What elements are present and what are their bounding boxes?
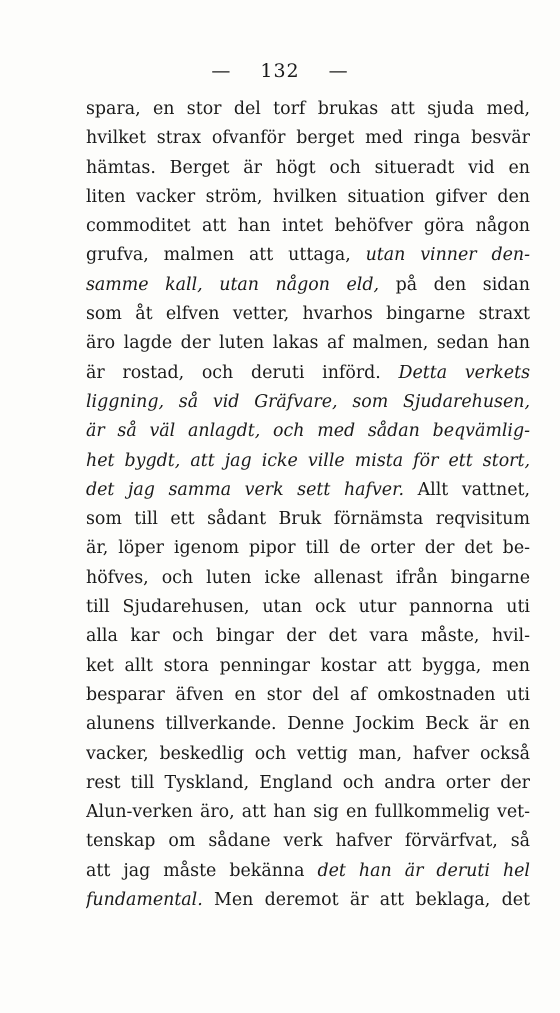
text-segment: tenskap om sådane verk hafver förvärfvat, så: [86, 831, 530, 852]
text-segment: att jag måste bekänna: [86, 860, 318, 881]
text-segment: vacker, beskedlig och vettig man, hafver också: [86, 743, 530, 764]
text-line: [86, 827, 530, 856]
header-dash-left: —: [211, 60, 232, 82]
page-header: [0, 60, 560, 82]
text-line: [86, 622, 530, 651]
header-dash-right: —: [328, 60, 349, 82]
text-line: [86, 681, 530, 710]
text-line: [86, 740, 530, 769]
text-line: [86, 359, 530, 388]
text-segment: är, löper igenom pipor till de orter der det be-: [86, 538, 530, 559]
text-line: [86, 857, 530, 886]
text-segment: Men deremot är att beklaga, det: [214, 890, 530, 911]
text-segment: Alun-verken äro, att han sig en fullkommelig vet-: [86, 802, 530, 823]
text-segment: besparar äfven en stor del af omkostnaden uti: [86, 684, 530, 705]
italic-text-segment: Detta verkets: [398, 362, 530, 383]
text-segment: Allt vattnet,: [417, 479, 530, 500]
italic-text-segment: fundamental.: [86, 890, 215, 911]
text-line: [86, 300, 530, 329]
text-segment: ket allt stora penningar kostar att bygga, men: [86, 655, 530, 676]
text-segment: hvilket strax ofvanför berget med ringa besvär: [86, 128, 530, 149]
text-segment: är rostad, och deruti införd.: [86, 362, 399, 383]
text-line: [86, 564, 530, 593]
body-text: [86, 95, 530, 915]
text-line: [86, 886, 530, 915]
text-line: [86, 329, 530, 358]
text-line: [86, 798, 530, 827]
text-segment: på den sidan: [395, 274, 530, 295]
italic-text-segment: het bygdt, att jag icke ville mista för ett stort,: [86, 450, 530, 471]
text-segment: alla kar och bingar der det vara måste, hvil-: [86, 626, 530, 647]
text-line: [86, 183, 530, 212]
italic-text-segment: det jag samma verk sett hafver.: [86, 479, 418, 500]
text-segment: spara, en stor del torf brukas att sjuda med,: [86, 99, 530, 119]
text-line: [86, 95, 530, 124]
text-line: [86, 652, 530, 681]
text-segment: höfves, och luten icke allenast ifrån bingarne: [86, 567, 530, 588]
text-line: [86, 447, 530, 476]
text-line: [86, 769, 530, 798]
text-line: [86, 271, 530, 300]
text-line: [86, 241, 530, 270]
text-line: [86, 154, 530, 183]
text-segment: rest till Tyskland, England och andra orter der: [86, 772, 530, 793]
italic-text-segment: är så väl anlagdt, och med sådan beqvämlig-: [86, 421, 530, 442]
text-segment: hämtas. Berget är högt och situeradt vid en: [86, 157, 530, 178]
text-segment: som till ett sådant Bruk förnämsta reqvisitum: [86, 509, 530, 530]
italic-text-segment: utan vinner den-: [365, 245, 530, 266]
text-line: [86, 593, 530, 622]
text-line: [86, 534, 530, 563]
italic-text-segment: samme kall, utan någon eld,: [86, 274, 396, 295]
text-segment: alunens tillverkande. Denne Jockim Beck är en: [86, 714, 530, 735]
text-line: [86, 388, 530, 417]
text-segment: liten vacker ström, hvilken situation gifver den: [86, 186, 530, 207]
text-line: [86, 124, 530, 153]
text-segment: commoditet att han intet behöfver göra någon: [86, 216, 530, 237]
page-number: 132: [260, 60, 300, 82]
text-line: [86, 476, 530, 505]
italic-text-segment: det han är deruti hel: [317, 860, 530, 881]
text-line: [86, 710, 530, 739]
text-segment: äro lagde der luten lakas af malmen, sedan han: [86, 333, 530, 354]
text-segment: grufva, malmen att uttaga,: [86, 245, 366, 266]
text-line: [86, 505, 530, 534]
italic-text-segment: liggning, så vid Gräfvare, som Sjudarehusen,: [86, 391, 530, 412]
text-line: [86, 212, 530, 241]
text-line: [86, 417, 530, 446]
text-segment: som åt elfven vetter, hvarhos bingarne straxt: [86, 304, 530, 325]
text-segment: till Sjudarehusen, utan ock utur pannorna uti: [86, 597, 530, 618]
